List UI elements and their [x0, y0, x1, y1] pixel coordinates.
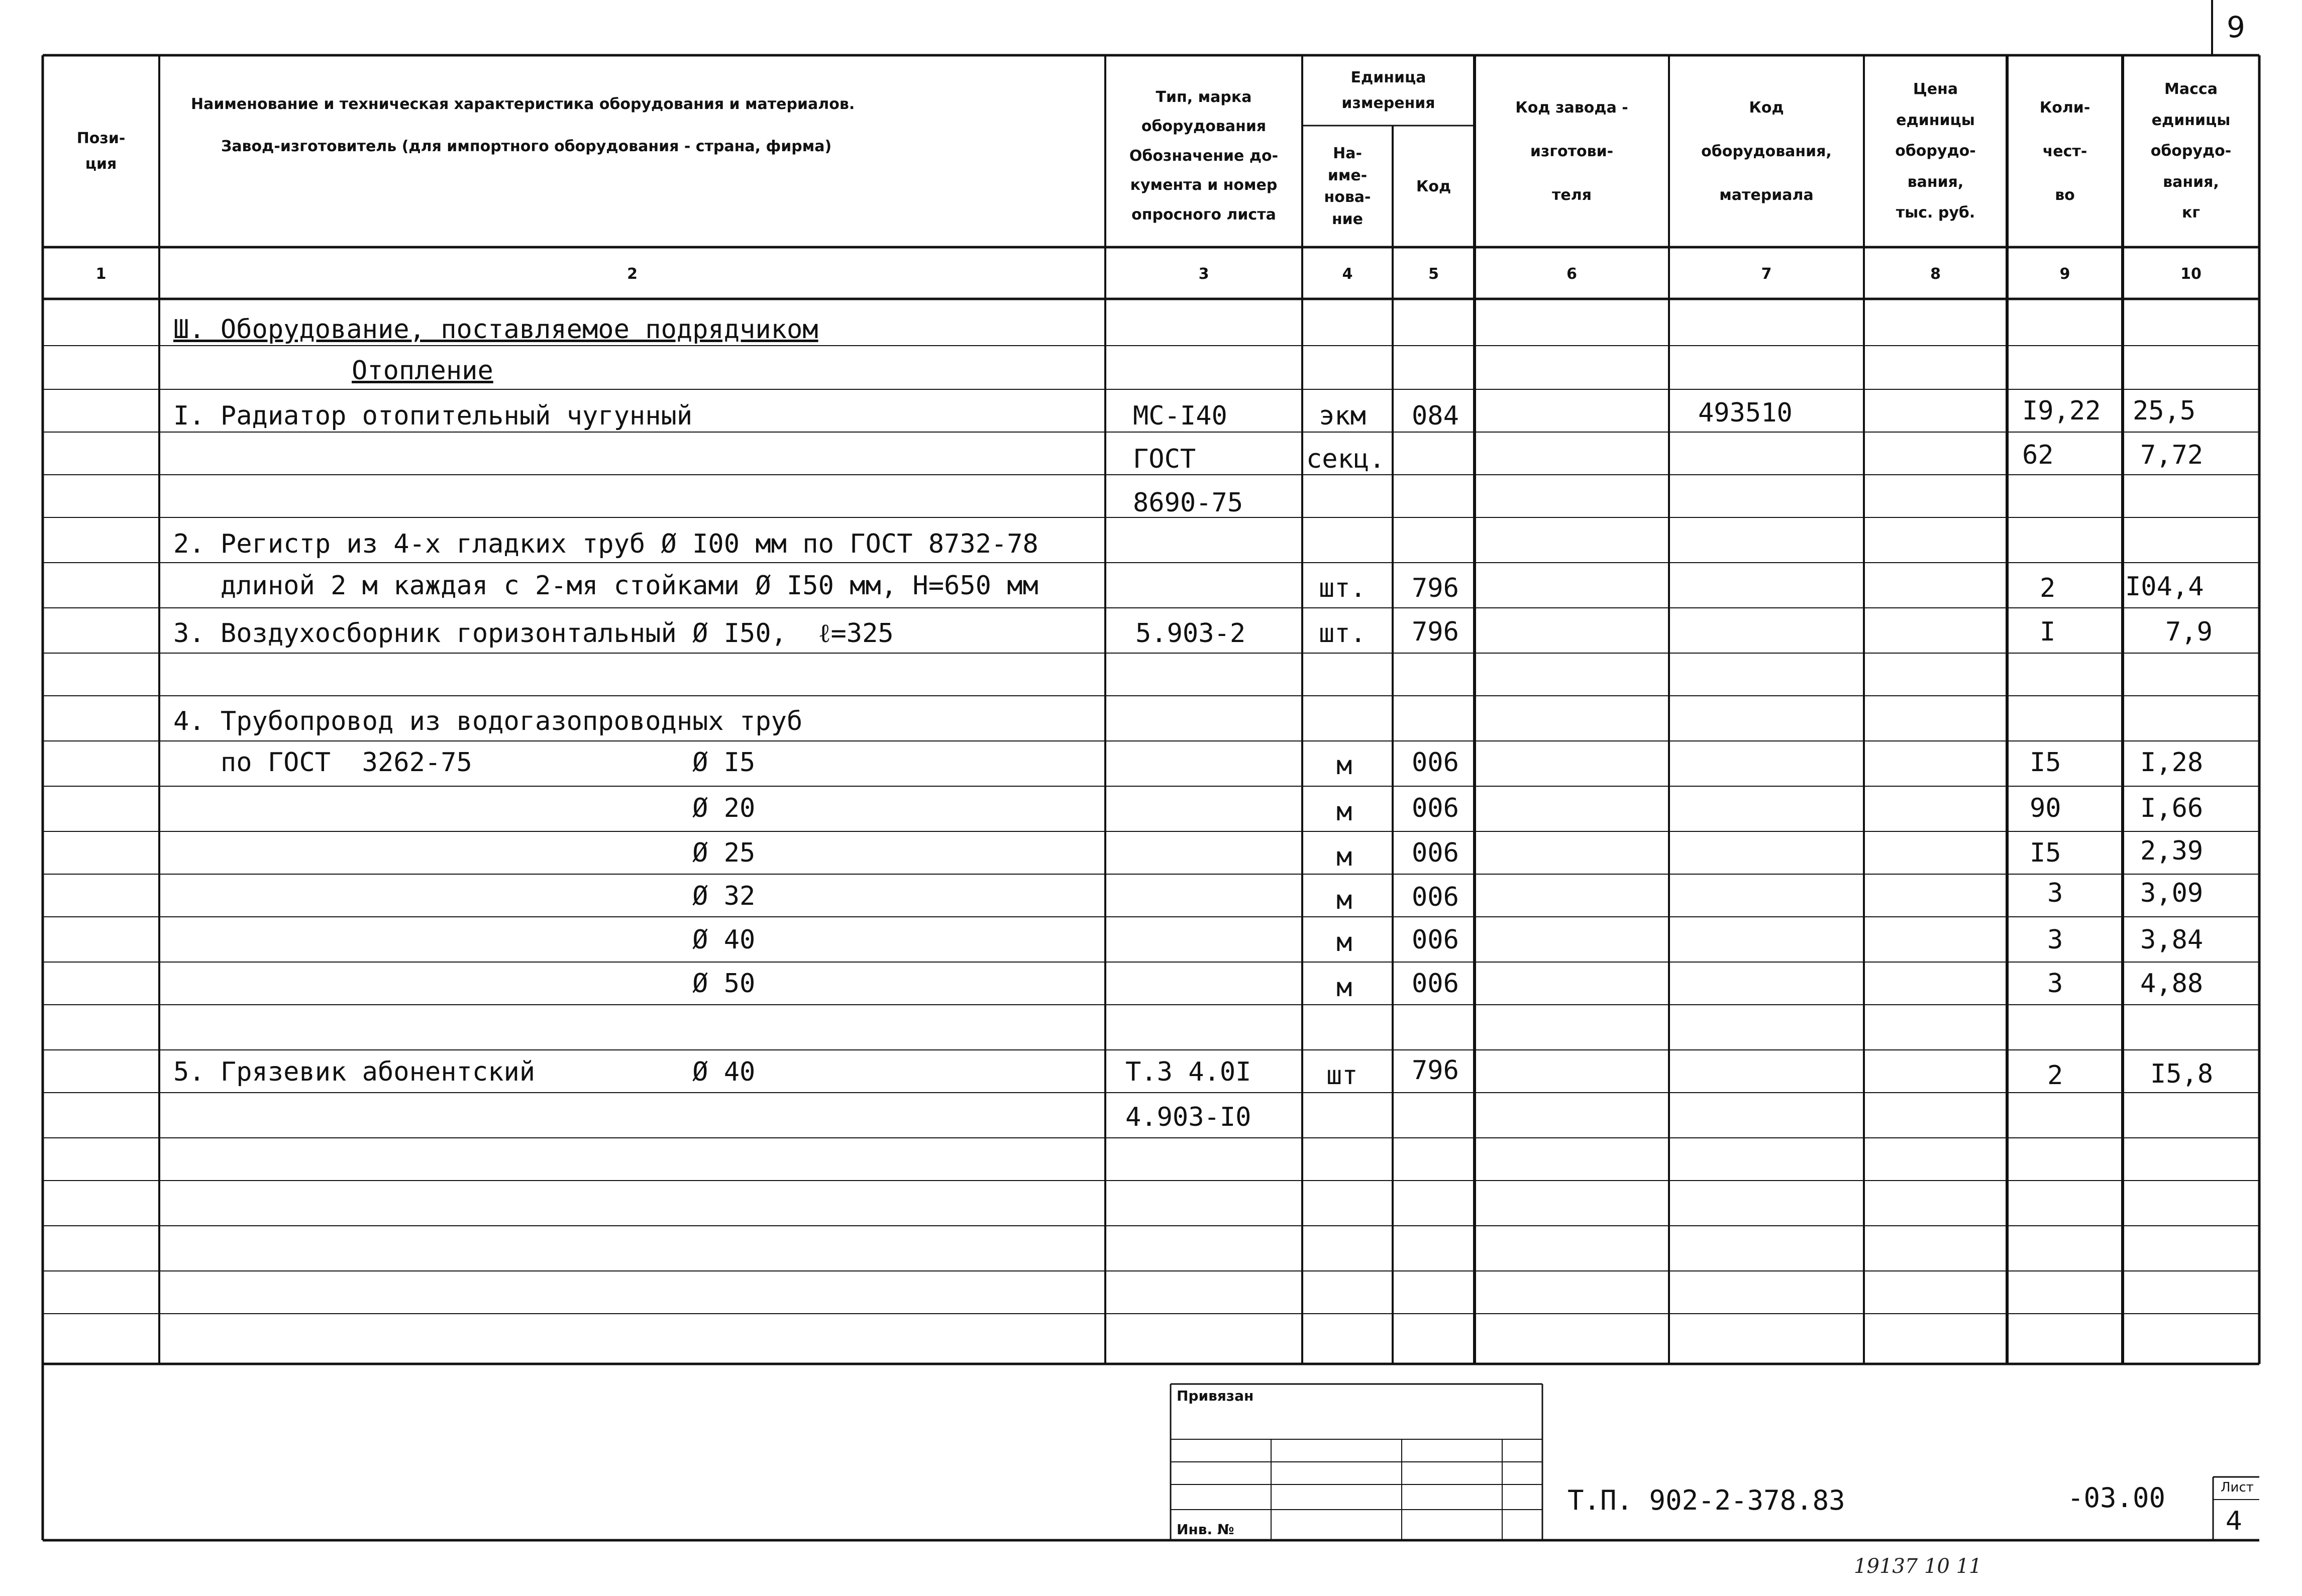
row-unit-code: 006	[1412, 793, 1459, 823]
row-quantity: 3	[2047, 925, 2063, 955]
row-quantity: I5	[2030, 748, 2061, 778]
row-unit-code: 006	[1412, 748, 1459, 778]
header-price	[1864, 55, 2007, 247]
row-type: МС-I40	[1133, 401, 1227, 431]
stamp-attached-label: Привязан	[1177, 1388, 1254, 1404]
row-type: ГОСТ	[1133, 444, 1196, 474]
row-type: 5.903-2	[1135, 618, 1246, 649]
row-name: Ø 20	[173, 793, 756, 823]
row-quantity: 62	[2022, 440, 2054, 470]
header-line: Тип, марка	[1156, 88, 1252, 106]
header-line: материала	[1719, 186, 1814, 204]
row-name: 4. Трубопровод из водогазопроводных труб	[173, 706, 803, 736]
header-line: кг	[2181, 204, 2201, 222]
page-number: 9	[2227, 10, 2245, 44]
header-line: изготови-	[1530, 142, 1614, 160]
header-line: оборудования,	[1701, 142, 1832, 160]
header-quantity	[2007, 55, 2123, 247]
header-type	[1105, 65, 1302, 247]
header-line: нова-	[1324, 188, 1371, 206]
column-number: 6	[1566, 265, 1577, 283]
header-line: теля	[1552, 186, 1592, 204]
row-name: 5. Грязевик абонентский Ø 40	[173, 1057, 756, 1087]
column-number: 1	[95, 265, 107, 283]
row-mass: 7,9	[2165, 617, 2213, 647]
row-name: Ø 40	[173, 925, 756, 955]
row-unit: м	[1336, 842, 1352, 872]
column-number: 7	[1761, 265, 1772, 283]
document-suffix: -03.00	[2067, 1482, 2166, 1514]
row-unit-code: 006	[1412, 838, 1459, 868]
header-line: име-	[1327, 166, 1368, 184]
row-unit: м	[1336, 885, 1352, 915]
row-quantity: 3	[2047, 878, 2063, 908]
header-line: оборудования	[1141, 118, 1267, 136]
header-line: вания,	[2163, 173, 2219, 191]
sheet-label: Лист	[2221, 1480, 2254, 1495]
header-line: единицы	[2151, 111, 2231, 129]
row-quantity: 2	[2040, 573, 2056, 603]
column-number: 9	[2059, 265, 2070, 283]
row-mass: I,66	[2140, 793, 2204, 823]
row-mass: 4,88	[2140, 969, 2204, 999]
header-line: ние	[1331, 210, 1364, 228]
archive-number: 19137 10 11	[1854, 1555, 1982, 1578]
row-quantity: I	[2040, 617, 2056, 647]
row-section-title: Ш. Оборудование, поставляемое подрядчиком	[173, 314, 818, 345]
header-line: Коли-	[2039, 98, 2090, 117]
row-unit-code: 796	[1412, 617, 1459, 647]
header-line: Цена	[1913, 80, 1958, 98]
header-line: Завод-изготовитель (для импортного оборудования - страна, фирма)	[221, 138, 832, 155]
header-line: тыс. руб.	[1896, 204, 1975, 222]
row-quantity: 3	[2047, 969, 2063, 999]
header-line: единицы	[1896, 111, 1975, 129]
row-mass: 3,09	[2140, 878, 2204, 908]
column-number: 4	[1342, 265, 1353, 283]
header-line: Пози-	[76, 130, 126, 147]
header-line: измерения	[1341, 94, 1435, 112]
header-line: опросного листа	[1131, 205, 1276, 224]
header-name	[191, 80, 1095, 171]
row-unit-code: 006	[1412, 969, 1459, 999]
row-name: по ГОСТ 3262-75 Ø I5	[173, 748, 756, 778]
header-line: оборудо-	[1895, 142, 1976, 160]
header-line: ция	[85, 155, 117, 173]
row-quantity: I9,22	[2022, 396, 2101, 426]
header-unit-name	[1302, 126, 1393, 247]
row-unit: шт.	[1319, 573, 1366, 603]
row-mass: I5,8	[2150, 1059, 2214, 1089]
header-line: Код	[1749, 98, 1784, 117]
row-unit: шт.	[1319, 618, 1366, 649]
header-line: кумента и номер	[1130, 176, 1278, 194]
header-line: Код завода -	[1515, 98, 1628, 117]
row-quantity: 2	[2047, 1060, 2063, 1091]
row-name: I. Радиатор отопительный чугунный	[173, 401, 693, 431]
header-position	[43, 55, 159, 247]
row-unit: м	[1336, 927, 1352, 957]
column-number: 2	[627, 265, 638, 283]
row-unit-code: 006	[1412, 882, 1459, 912]
header-line: во	[2055, 186, 2075, 204]
header-line: Масса	[2164, 80, 2218, 98]
row-name: длиной 2 м каждая с 2-мя стойками Ø I50 мм, Н=650 мм	[173, 571, 1038, 601]
row-unit-code: 084	[1412, 401, 1459, 431]
column-number: 10	[2180, 265, 2202, 283]
row-unit-code: 796	[1412, 573, 1459, 603]
header-line: оборудо-	[2150, 142, 2232, 160]
header-line: Наименование и техническая характеристика оборудования и материалов.	[191, 95, 855, 113]
row-quantity: I5	[2030, 838, 2061, 868]
header-line: Код	[1416, 177, 1451, 195]
row-mass: 7,72	[2140, 440, 2204, 470]
row-mass: 3,84	[2140, 925, 2204, 955]
row-type: 4.903-I0	[1125, 1102, 1251, 1132]
row-name: Ø 32	[173, 881, 756, 911]
header-mass	[2123, 55, 2259, 247]
row-subsection-title: Отопление	[352, 356, 493, 386]
row-mass: 2,39	[2140, 836, 2204, 866]
row-mass: 25,5	[2133, 396, 2196, 426]
header-line: На-	[1333, 145, 1362, 162]
row-name: 2. Регистр из 4-х гладких труб Ø I00 мм по ГОСТ 8732-78	[173, 529, 1038, 559]
row-type: 8690-75	[1133, 488, 1243, 518]
row-name: 3. Воздухосборник горизонтальный Ø I50, ℓ=325	[173, 618, 894, 649]
stamp-inventory-label: Инв. №	[1177, 1521, 1234, 1538]
header-line: Обозначение до-	[1129, 147, 1279, 165]
column-number: 3	[1198, 265, 1209, 283]
column-number: 8	[1930, 265, 1941, 283]
row-unit: секц.	[1306, 444, 1385, 474]
header-line: чест-	[2042, 142, 2087, 160]
header-unit-group	[1302, 55, 1475, 126]
row-mass: I,28	[2140, 748, 2204, 778]
row-mass: I04,4	[2125, 572, 2204, 602]
header-line: Единица	[1350, 69, 1426, 86]
row-unit: м	[1336, 797, 1352, 827]
row-type: Т.3 4.0I	[1125, 1057, 1251, 1087]
column-number: 5	[1428, 265, 1439, 283]
row-unit: экм	[1319, 401, 1366, 431]
sheet-number: 4	[2226, 1506, 2243, 1536]
header-equipment-code	[1669, 55, 1864, 247]
row-equipment-code: 493510	[1698, 398, 1793, 428]
row-unit-code: 006	[1412, 925, 1459, 955]
document-number: Т.П. 902-2-378.83	[1567, 1484, 1845, 1516]
row-name: Ø 25	[173, 838, 756, 868]
row-unit: м	[1336, 751, 1352, 781]
header-plant-code	[1475, 55, 1669, 247]
row-unit: шт	[1326, 1060, 1358, 1091]
header-line: вания,	[1907, 173, 1964, 191]
row-name: Ø 50	[173, 969, 756, 999]
header-unit-code	[1393, 126, 1475, 247]
row-unit: м	[1336, 973, 1352, 1003]
row-quantity: 90	[2030, 793, 2061, 823]
row-unit-code: 796	[1412, 1055, 1459, 1086]
